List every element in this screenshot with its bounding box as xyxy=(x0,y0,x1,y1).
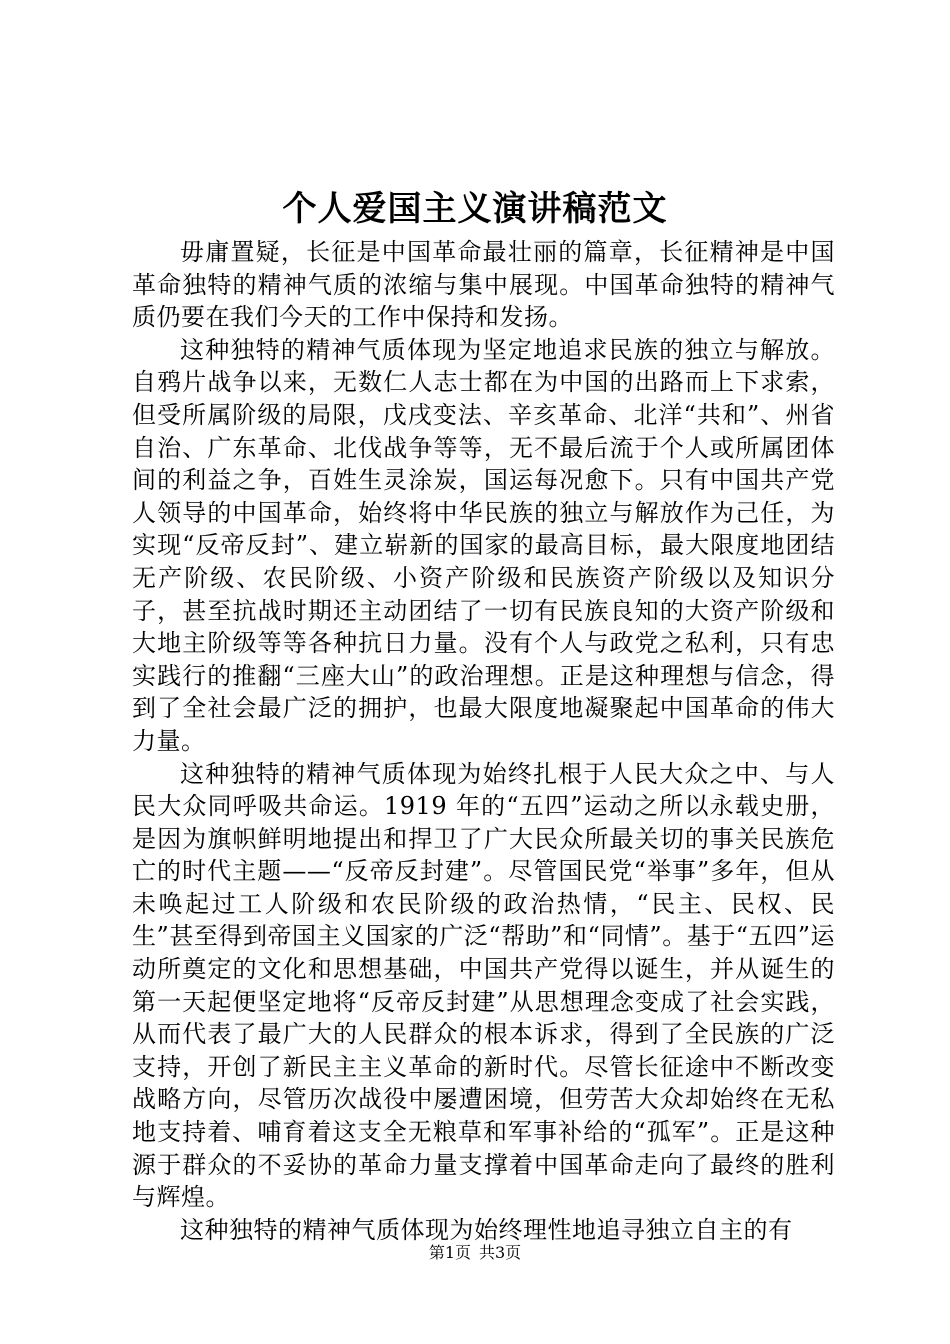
document-title: 个人爱国主义演讲稿范文 xyxy=(282,189,668,229)
paragraph-2: 这种独特的精神气质体现为坚定地追求民族的独立与解放。自鸦片战争以来，无数仁人志士都在为中国的出路而上下求索，但受所属阶级的局限，戊戌变法、辛亥革命、北洋“共和”、州省自治、广东革命、北伐战争等等，无不最后流于个人或所属团体间的利益之争，百姓生灵涂炭，国运每况愈下。只有中国共产党人领导的中国革命，始终将中华民族的独立与解放作为己任，为实现“反帝反封”、建立崭新的国家的最高目标，最大限度地团结无产阶级、农民阶级、小资产阶级和民族资产阶级以及知识分子，甚至抗战时期还主动团结了一切有民族良知的大资产阶级和大地主阶级等等各种抗日力量。没有个人与政党之私利，只有忠实践行的推翻“三座大山”的政治理想。正是这种理想与信念，得到了全社会最广泛的拥护，也最大限度地凝聚起中国革命的伟大力量。 xyxy=(132,335,835,755)
paragraph-3: 这种独特的精神气质体现为始终扎根于人民大众之中、与人民大众同呼吸共命运。1919 年的“五四”运动之所以永载史册，是因为旗帜鲜明地提出和捍卫了广大民众所最关切的事关民族危亡的时代主题——“反帝反封建”。尽管国民党“举事”多年，但从未唤起过工人阶级和农民阶级的政治热情，“民主、民权、民生”甚至得到帝国主义国家的广泛“帮助”和“同情”。基于“五四”运动所奠定的文化和思想基础，中国共产党得以诞生，并从诞生的第一天起便坚定地将“反帝反封建”从思想理念变成了社会实践，从而代表了最广大的人民群众的根本诉求，得到了全民族的广泛支持，开创了新民主主义革命的新时代。尽管长征途中不断改变战略方向，尽管历次战役中屡遭困境，但劳苦大众却始终在无私地支持着、哺育着这支全无粮草和军事补给的“孤军”。正是这种源于群众的不妥协的革命力量支撑着中国革命走向了最终的胜利与辉煌。 xyxy=(132,759,835,1212)
page-footer xyxy=(0,1242,950,1264)
paragraph-1: 毋庸置疑，长征是中国革命最壮丽的篇章，长征精神是中国革命独特的精神气质的浓缩与集中展现。中国革命独特的精神气质仍要在我们今天的工作中保持和发扬。 xyxy=(132,238,835,332)
page-number: 第1页 xyxy=(428,1243,471,1262)
paragraph-4: 这种独特的精神气质体现为始终理性地追寻独立自主的有 xyxy=(180,1215,793,1244)
page-total: 共3页 xyxy=(479,1243,522,1262)
document-body xyxy=(132,236,835,1246)
